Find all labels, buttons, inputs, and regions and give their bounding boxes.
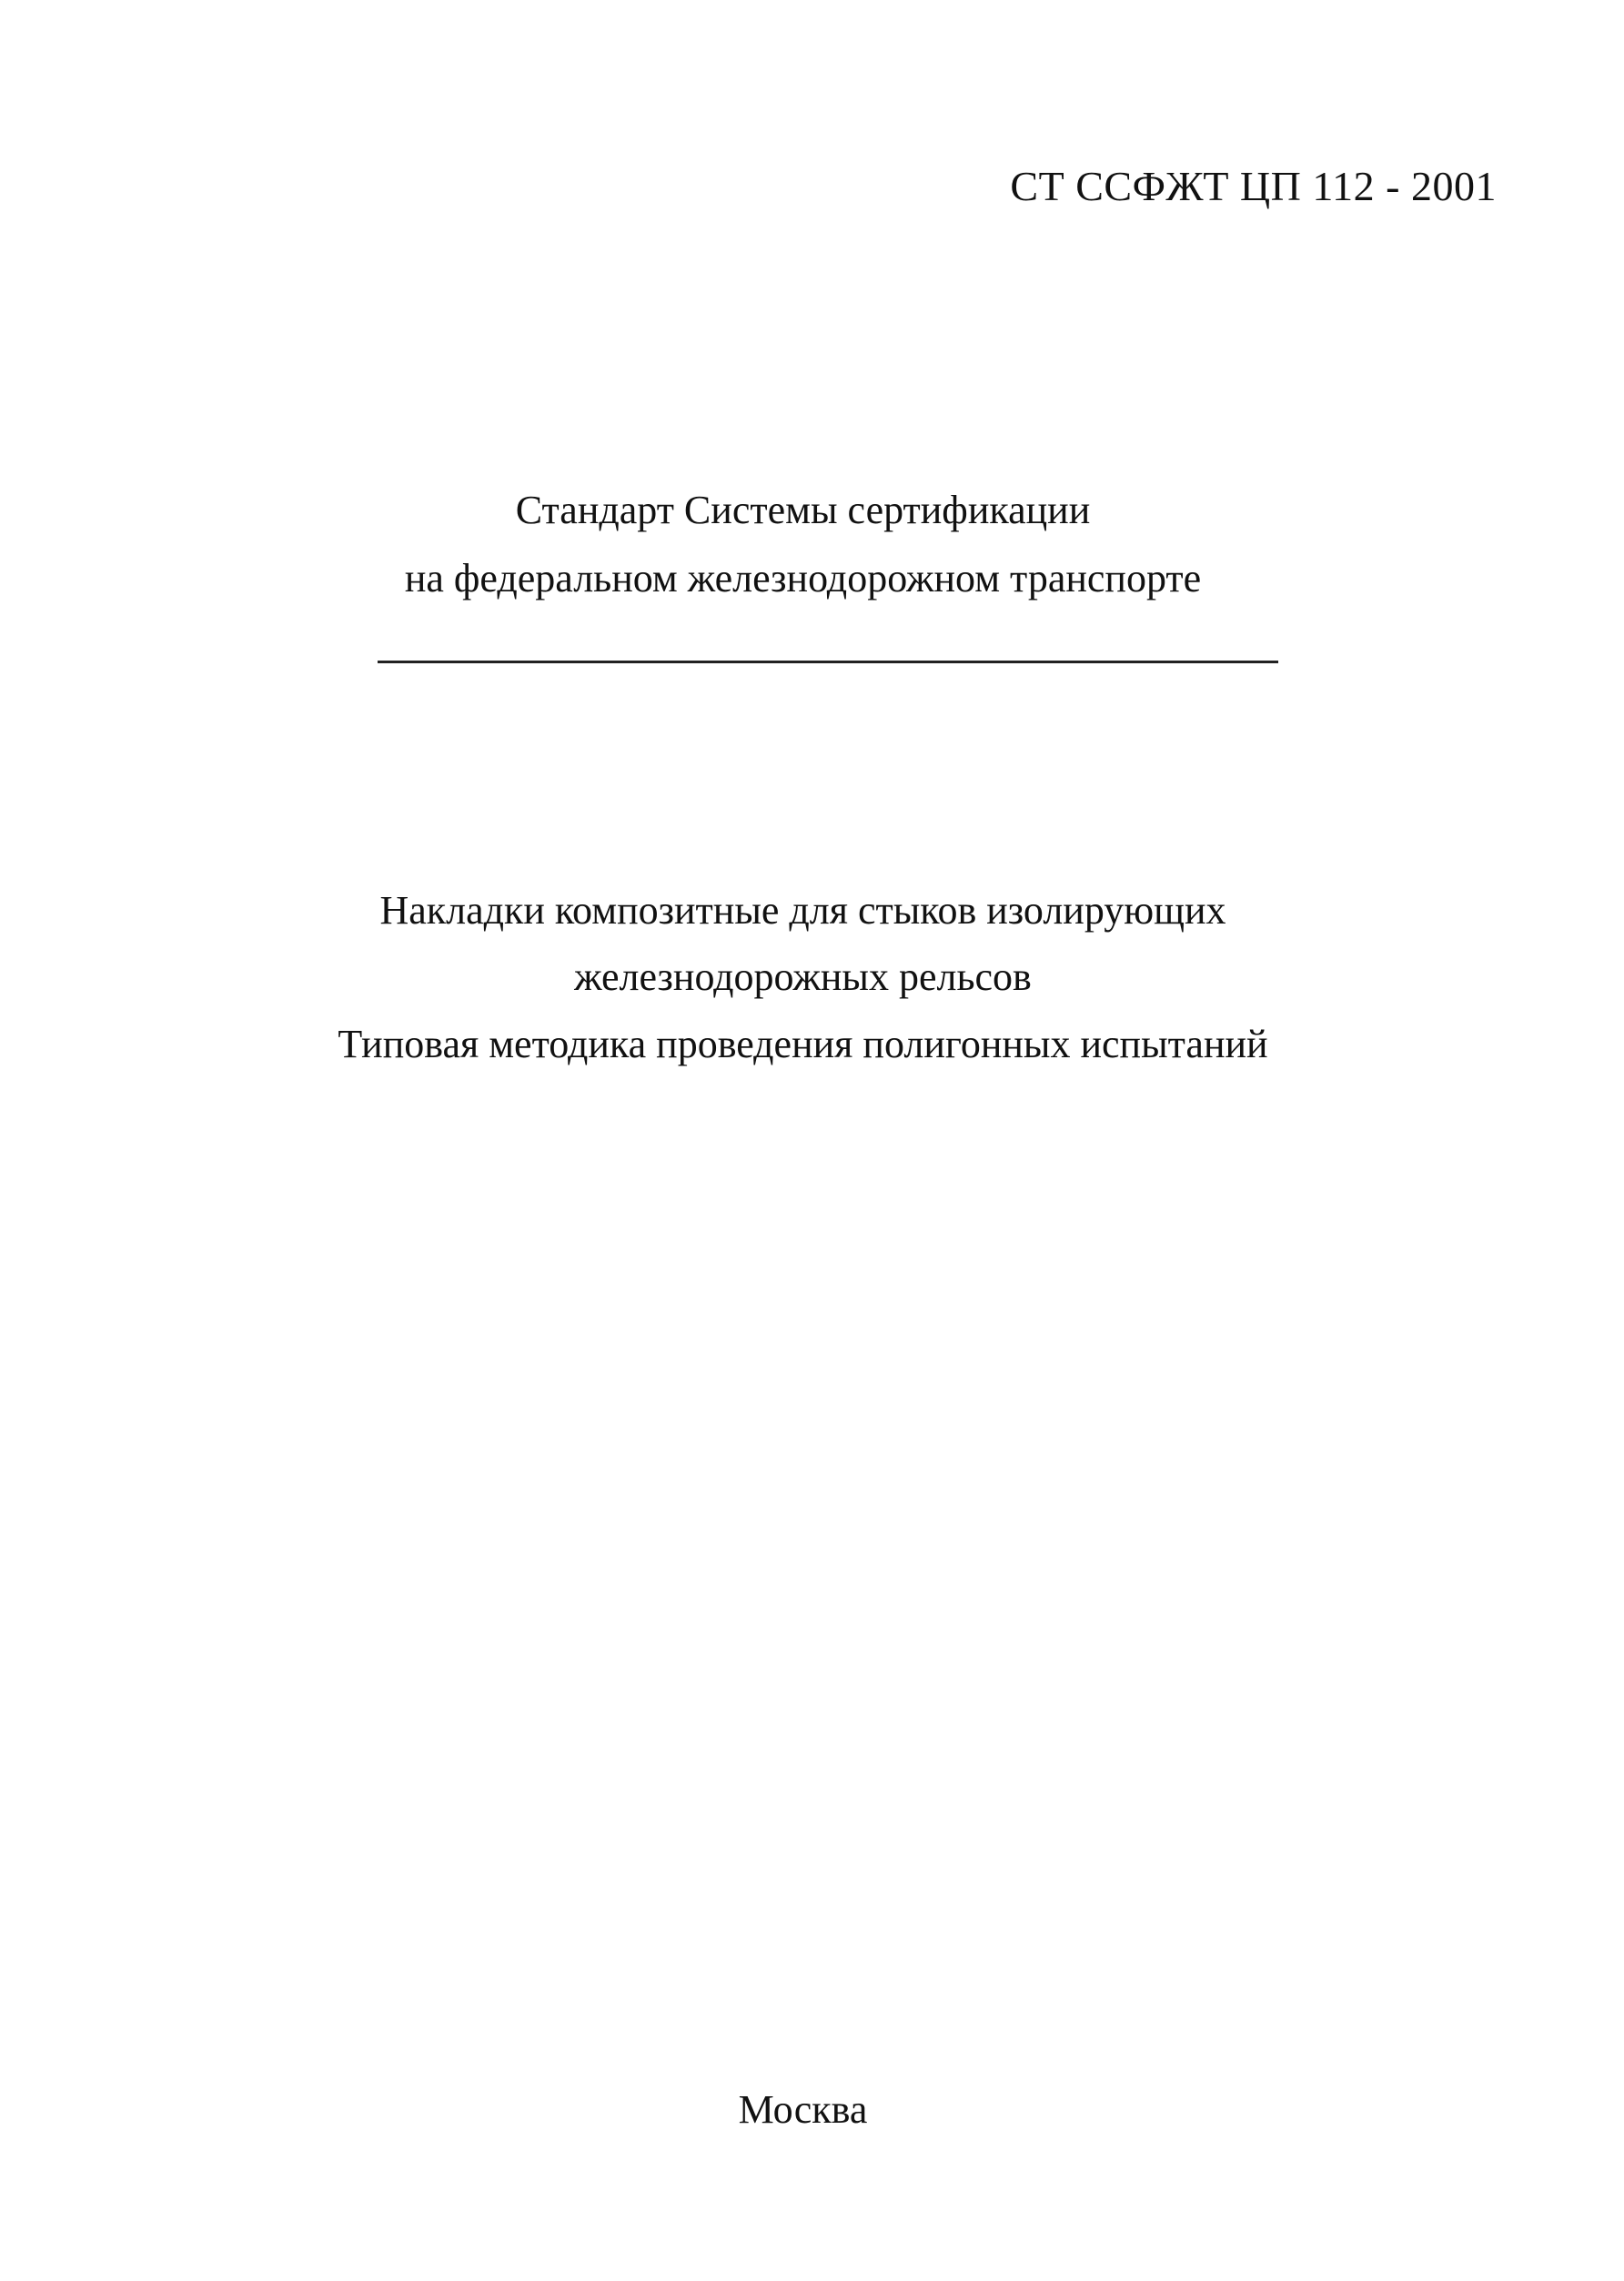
title-line-2: железнодорожных рельсов — [574, 954, 1032, 999]
issuer-line-1: Стандарт Системы сертификации — [515, 488, 1091, 532]
issuer-line-2: на федеральном железнодорожном транспорте — [404, 556, 1202, 601]
title-line-3: Типовая методика проведения полигонных испытаний — [338, 1022, 1268, 1066]
divider-rule — [378, 661, 1278, 663]
publication-city: Москва — [738, 2087, 868, 2132]
document-code: СТ ССФЖТ ЦП 112 - 2001 — [1010, 163, 1497, 209]
title-line-1: Накладки композитные для стыков изолирующих — [379, 888, 1226, 933]
